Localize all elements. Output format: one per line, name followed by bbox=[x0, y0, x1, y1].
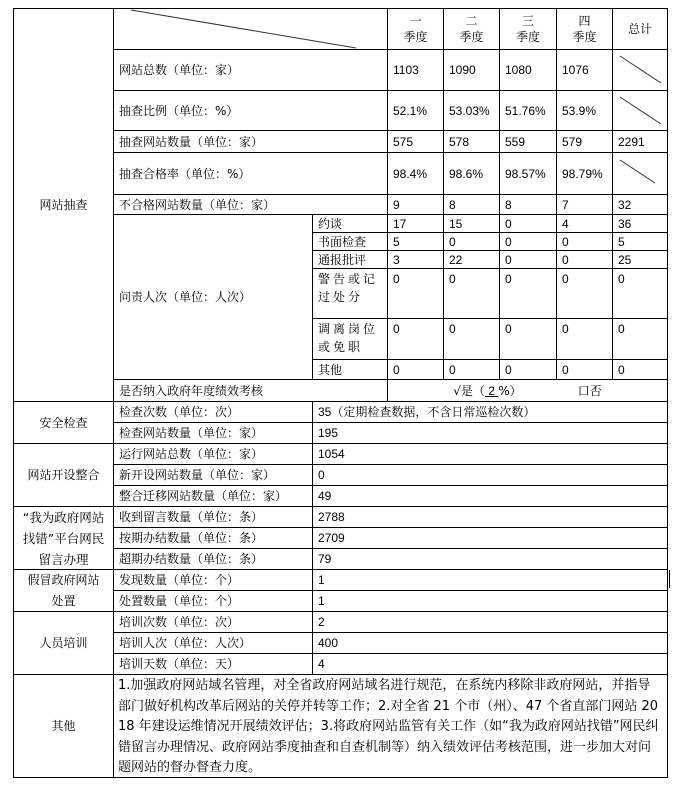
training-row-label: 培训天数（单位：天） bbox=[113, 653, 313, 675]
spot-check-value: 578 bbox=[443, 130, 500, 153]
spot-check-total: 32 bbox=[612, 194, 668, 215]
accountability-type: 约谈 bbox=[312, 214, 388, 233]
header-quarter-1 bbox=[387, 8, 444, 50]
quarter-number: 四 bbox=[578, 14, 591, 28]
security-row-label: 检查网站数量（单位：家） bbox=[113, 422, 313, 444]
spot-check-value: 7 bbox=[556, 194, 613, 215]
accountability-type: 警告或记过处分 bbox=[312, 268, 388, 319]
quarter-label: 季度 bbox=[515, 30, 540, 44]
accountability-value: 5 bbox=[387, 232, 444, 251]
integration-row-value: 49 bbox=[312, 485, 668, 507]
quarter-label: 季度 bbox=[403, 30, 428, 44]
spot-check-value: 9 bbox=[387, 194, 444, 215]
accountability-value: 0 bbox=[443, 232, 500, 251]
section-feedback: “我为政府网站找错”平台网民留言办理 bbox=[13, 506, 114, 570]
accountability-value: 0 bbox=[556, 268, 613, 319]
spot-check-value: 1080 bbox=[499, 49, 557, 91]
accountability-total: 25 bbox=[612, 250, 668, 269]
integration-row-value: 0 bbox=[312, 464, 668, 486]
section-counterfeit: 假冒政府网站处置 bbox=[13, 569, 114, 612]
accountability-value: 22 bbox=[443, 250, 500, 269]
header-quarter-3 bbox=[499, 8, 557, 50]
integration-row-label: 整合迁移网站数量（单位：家） bbox=[113, 485, 313, 507]
accountability-type: 通报批评 bbox=[312, 250, 388, 269]
quarter-number: 二 bbox=[465, 14, 478, 28]
security-row-value: 195 bbox=[312, 422, 668, 444]
accountability-total: 5 bbox=[612, 232, 668, 251]
spot-check-value: 8 bbox=[499, 194, 557, 215]
integration-row-label: 新开设网站数量（单位：家） bbox=[113, 464, 313, 486]
accountability-total: 0 bbox=[612, 359, 668, 380]
training-row-value: 4 bbox=[312, 653, 668, 675]
spot-check-total bbox=[612, 90, 668, 131]
training-row-label: 培训人次（单位：人次） bbox=[113, 632, 313, 654]
spot-check-row-label: 抽查合格率（单位：%） bbox=[113, 152, 388, 195]
accountability-value: 0 bbox=[499, 250, 557, 269]
assessment-percent-suffix: %） bbox=[498, 383, 522, 398]
spot-check-row-label: 抽查比例（单位：%） bbox=[113, 90, 388, 131]
spot-check-row-label: 不合格网站数量（单位：家） bbox=[113, 194, 388, 215]
counterfeit-row-value: 1 bbox=[312, 569, 668, 591]
spot-check-row-label: 抽查网站数量（单位：家） bbox=[113, 130, 388, 153]
header-quarter-4 bbox=[556, 8, 613, 50]
accountability-value: 0 bbox=[499, 359, 557, 380]
accountability-type: 书面检查 bbox=[312, 232, 388, 251]
section-other: 其他 bbox=[13, 674, 114, 778]
accountability-value: 0 bbox=[387, 359, 444, 380]
other-text: 1.加强政府网站域名管理，对全省政府网站域名进行规范，在系统内移除非政府网站，并指导部门做好机构改革后网站的关停并转等工作；2.对全省 21 个市（州）、47 个省直部门网站 2018 年建设运维情况开展绩效评估；3.将政府网站监管有关工作（如“我为政府网站找错”网民纠错留言办理情况、政府网站季度抽查和自查机制等）纳入绩效评估考核范围，进一步加大对问题网站的督办督查力度。 bbox=[113, 674, 668, 778]
counterfeit-row-label: 发现数量（单位：个） bbox=[113, 569, 313, 591]
security-row-value: 35（定期检查数据，不含日常巡检次数） bbox=[312, 401, 668, 423]
feedback-row-label: 超期办结数量（单位：条） bbox=[113, 548, 313, 570]
accountability-value: 0 bbox=[499, 318, 557, 360]
accountability-label: 问责人次（单位：人次） bbox=[113, 214, 313, 380]
accountability-value: 0 bbox=[443, 318, 500, 360]
spot-check-total: 2291 bbox=[612, 130, 668, 153]
feedback-row-value: 2788 bbox=[312, 506, 668, 528]
assessment-no-option[interactable]: 口否 bbox=[577, 383, 602, 398]
section-security: 安全检查 bbox=[13, 401, 114, 444]
quarter-number: 一 bbox=[409, 14, 422, 28]
accountability-value: 4 bbox=[556, 214, 613, 233]
stray-border-line bbox=[669, 570, 670, 588]
integration-row-label: 运行网站总数（单位：家） bbox=[113, 443, 313, 465]
spot-check-value: 98.57% bbox=[499, 152, 557, 195]
spot-check-value: 51.76% bbox=[499, 90, 557, 131]
header-quarter-2 bbox=[443, 8, 500, 50]
accountability-type: 其他 bbox=[312, 359, 388, 380]
spot-check-row-label: 网站总数（单位：家） bbox=[113, 49, 388, 91]
section-spot-check: 网站抽查 bbox=[13, 8, 114, 402]
spot-check-value: 98.79% bbox=[556, 152, 613, 195]
accountability-value: 0 bbox=[556, 232, 613, 251]
accountability-total: 36 bbox=[612, 214, 668, 233]
integration-row-value: 1054 bbox=[312, 443, 668, 465]
accountability-value: 0 bbox=[387, 268, 444, 319]
quarter-label: 季度 bbox=[459, 30, 484, 44]
accountability-total: 0 bbox=[612, 318, 668, 360]
spot-check-total bbox=[612, 49, 668, 91]
accountability-value: 0 bbox=[499, 214, 557, 233]
training-row-value: 400 bbox=[312, 632, 668, 654]
accountability-value: 0 bbox=[499, 232, 557, 251]
accountability-value: 15 bbox=[443, 214, 500, 233]
security-row-label: 检查次数（单位：次） bbox=[113, 401, 313, 423]
section-training: 人员培训 bbox=[13, 611, 114, 675]
spot-check-value: 8 bbox=[443, 194, 500, 215]
assessment-percent: 2 bbox=[484, 383, 499, 398]
accountability-value: 0 bbox=[387, 318, 444, 360]
spot-check-value: 1103 bbox=[387, 49, 444, 91]
assessment-label: 是否纳入政府年度绩效考核 bbox=[113, 379, 388, 402]
accountability-value: 0 bbox=[556, 318, 613, 360]
assessment-yes-option[interactable] bbox=[453, 382, 521, 400]
accountability-value: 0 bbox=[443, 359, 500, 380]
feedback-row-value: 79 bbox=[312, 548, 668, 570]
spot-check-value: 98.4% bbox=[387, 152, 444, 195]
training-row-value: 2 bbox=[312, 611, 668, 633]
spot-check-value: 579 bbox=[556, 130, 613, 153]
accountability-value: 3 bbox=[387, 250, 444, 269]
accountability-value: 0 bbox=[556, 359, 613, 380]
spot-check-value: 52.1% bbox=[387, 90, 444, 131]
accountability-type: 调离岗位或免职 bbox=[312, 318, 388, 360]
accountability-value: 0 bbox=[443, 268, 500, 319]
assessment-options bbox=[387, 379, 668, 402]
check-mark-yes: √是（ bbox=[453, 383, 485, 398]
accountability-value: 0 bbox=[556, 250, 613, 269]
spot-check-value: 1090 bbox=[443, 49, 500, 91]
counterfeit-row-label: 处置数量（单位：个） bbox=[113, 590, 313, 612]
spot-check-value: 53.9% bbox=[556, 90, 613, 131]
feedback-row-label: 按期办结数量（单位：条） bbox=[113, 527, 313, 549]
section-integration: 网站开设整合 bbox=[13, 443, 114, 507]
spot-check-value: 53.03% bbox=[443, 90, 500, 131]
spot-check-value: 559 bbox=[499, 130, 557, 153]
accountability-value: 0 bbox=[499, 268, 557, 319]
header-blank-cell bbox=[113, 8, 388, 50]
header-total: 总计 bbox=[612, 8, 668, 50]
accountability-value: 17 bbox=[387, 214, 444, 233]
counterfeit-row-value: 1 bbox=[312, 590, 668, 612]
spot-check-value: 98.6% bbox=[443, 152, 500, 195]
quarter-label: 季度 bbox=[572, 30, 597, 44]
spot-check-total bbox=[612, 152, 668, 195]
quarter-number: 三 bbox=[521, 14, 534, 28]
spot-check-value: 575 bbox=[387, 130, 444, 153]
feedback-row-value: 2709 bbox=[312, 527, 668, 549]
spot-check-value: 1076 bbox=[556, 49, 613, 91]
training-row-label: 培训次数（单位：次） bbox=[113, 611, 313, 633]
accountability-total: 0 bbox=[612, 268, 668, 319]
feedback-row-label: 收到留言数量（单位：条） bbox=[113, 506, 313, 528]
